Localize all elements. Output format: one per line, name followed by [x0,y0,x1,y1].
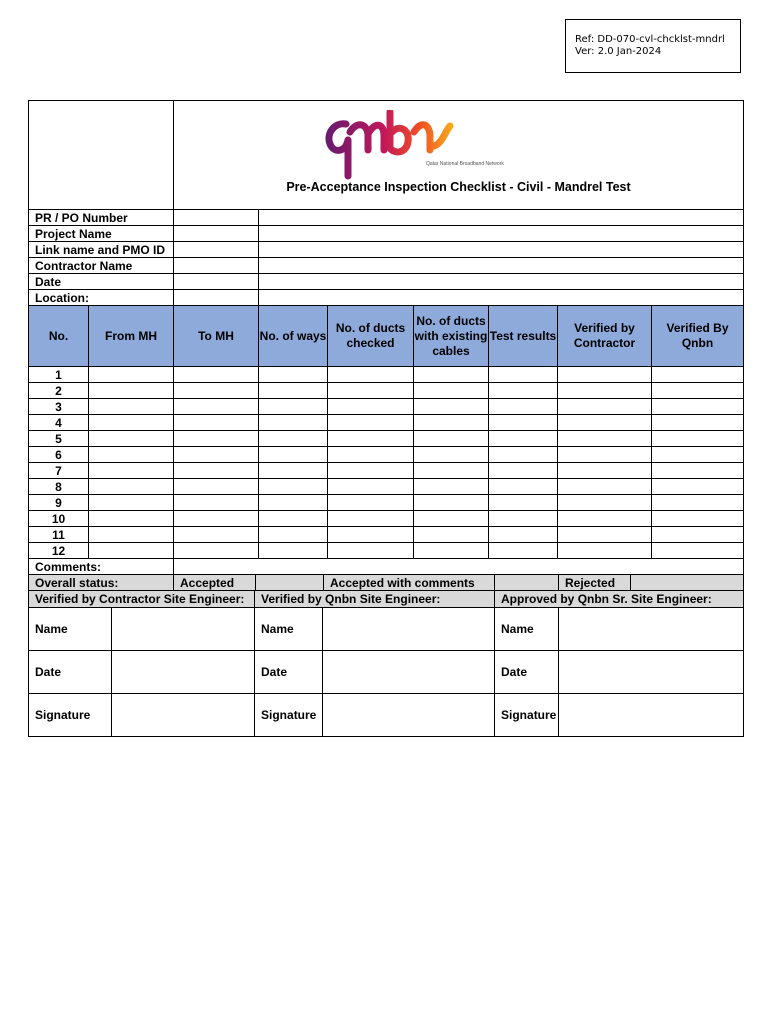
data-cell[interactable] [414,367,489,383]
signature-label: Signature [255,694,323,737]
overall-status-label: Overall status: [29,575,174,591]
row-number: 12 [29,543,89,559]
table-row [29,463,744,479]
data-cell[interactable] [489,383,558,399]
data-cell[interactable] [328,511,414,527]
data-cell[interactable] [489,543,558,559]
qnbn-engineer-heading: Verified by Qnbn Site Engineer: [255,591,495,608]
row-number: 2 [29,383,89,399]
data-cell[interactable] [652,399,744,415]
comments-field[interactable] [174,559,744,575]
data-cell[interactable] [489,511,558,527]
row-number: 5 [29,431,89,447]
rejected-label: Rejected [559,575,631,591]
data-cell[interactable] [652,447,744,463]
signature-table [28,590,744,737]
data-cell[interactable] [259,431,328,447]
info-value-cell[interactable] [259,290,744,306]
checklist-table [28,100,744,575]
data-cell[interactable] [174,543,259,559]
table-row [29,383,744,399]
data-cell[interactable] [328,431,414,447]
col-header-from-mh: From MH [89,306,174,367]
data-cell[interactable] [558,383,652,399]
status-row [29,575,744,591]
row-number: 11 [29,527,89,543]
logo-tagline: Qatar National Broadband Network [426,160,504,167]
col-header-ways: No. of ways [259,306,328,367]
info-short-cell[interactable] [174,258,259,274]
qnbn-logo [320,110,454,180]
data-cell[interactable] [259,495,328,511]
data-cell[interactable] [259,399,328,415]
data-cell[interactable] [89,447,174,463]
comments-label: Comments: [29,559,174,575]
checklist-form [28,100,743,737]
data-cell[interactable] [89,399,174,415]
data-cell[interactable] [174,495,259,511]
col-header-no: No. [29,306,89,367]
comments-row [29,559,744,575]
data-cell[interactable] [489,367,558,383]
contractor-signature-field[interactable] [112,694,255,737]
verification-row [29,591,744,608]
sign-row-date [29,651,744,694]
name-label: Name [255,608,323,651]
data-cell[interactable] [174,367,259,383]
name-label: Name [29,608,112,651]
row-number: 7 [29,463,89,479]
ref-number: Ref: DD-070-cvl-chcklst-mndrl [575,34,725,45]
data-cell[interactable] [652,495,744,511]
data-cell[interactable] [652,431,744,447]
table-row [29,495,744,511]
info-short-cell[interactable] [174,242,259,258]
row-number: 1 [29,367,89,383]
info-short-cell[interactable] [174,290,259,306]
data-cell[interactable] [414,495,489,511]
data-cell[interactable] [328,527,414,543]
table-row [29,543,744,559]
data-cell[interactable] [328,495,414,511]
data-cell[interactable] [558,431,652,447]
data-cell[interactable] [652,463,744,479]
data-cell[interactable] [259,367,328,383]
info-label: Contractor Name [29,258,174,274]
info-row-project [29,226,744,242]
data-cell[interactable] [652,527,744,543]
signature-label: Signature [495,694,559,737]
col-header-verified-contractor: Verified by Contractor [558,306,652,367]
info-short-cell[interactable] [174,226,259,242]
data-cell[interactable] [414,527,489,543]
data-cell[interactable] [259,543,328,559]
data-cell[interactable] [259,511,328,527]
data-cell[interactable] [328,415,414,431]
col-header-ducts-checked: No. of ducts checked [328,306,414,367]
rejected-checkbox[interactable] [631,575,744,591]
data-cell[interactable] [414,383,489,399]
data-cell[interactable] [414,431,489,447]
data-cell[interactable] [414,543,489,559]
table-row [29,415,744,431]
row-number: 4 [29,415,89,431]
table-row [29,367,744,383]
info-value-cell[interactable] [259,258,744,274]
data-cell[interactable] [89,495,174,511]
col-header-test-results: Test results [489,306,558,367]
data-cell[interactable] [558,399,652,415]
data-cell[interactable] [489,479,558,495]
data-cell[interactable] [328,383,414,399]
data-cell[interactable] [174,383,259,399]
data-cell[interactable] [174,431,259,447]
data-cell[interactable] [558,479,652,495]
data-cell[interactable] [414,399,489,415]
data-cell[interactable] [558,463,652,479]
col-header-to-mh: To MH [174,306,259,367]
contractor-date-field[interactable] [112,651,255,694]
accepted-checkbox[interactable] [256,575,324,591]
data-cell[interactable] [328,543,414,559]
data-cell[interactable] [259,527,328,543]
qnbn-date-field[interactable] [323,651,495,694]
col-header-ducts-existing: No. of ducts with existing cables [414,306,489,367]
data-cell[interactable] [174,511,259,527]
sign-row-signature [29,694,744,737]
data-cell[interactable] [89,479,174,495]
accepted-with-comments-label: Accepted with comments [324,575,495,591]
version: Ver: 2.0 Jan-2024 [575,46,662,57]
data-cell[interactable] [652,511,744,527]
contractor-engineer-heading: Verified by Contractor Site Engineer: [29,591,255,608]
data-cell[interactable] [259,479,328,495]
table-row [29,431,744,447]
data-cell[interactable] [652,543,744,559]
sr-engineer-heading: Approved by Qnbn Sr. Site Engineer: [495,591,744,608]
document-title: Pre-Acceptance Inspection Checklist - Civil - Mandrel Test [286,179,631,194]
data-cell[interactable] [259,415,328,431]
data-cell[interactable] [489,447,558,463]
table-row [29,527,744,543]
data-cell[interactable] [174,463,259,479]
signature-label: Signature [29,694,112,737]
info-value-cell[interactable] [259,226,744,242]
info-label: Link name and PMO ID [29,242,174,258]
sr-name-field[interactable] [559,608,744,651]
sign-row-name [29,608,744,651]
data-cell[interactable] [489,463,558,479]
data-cell[interactable] [328,367,414,383]
data-cell[interactable] [174,479,259,495]
contractor-name-field[interactable] [112,608,255,651]
data-cell[interactable] [89,527,174,543]
data-cell[interactable] [328,399,414,415]
name-label: Name [495,608,559,651]
data-cell[interactable] [259,463,328,479]
status-table [28,574,744,591]
data-cell[interactable] [414,447,489,463]
data-cell[interactable] [489,415,558,431]
accepted-with-comments-checkbox[interactable] [495,575,559,591]
data-cell[interactable] [558,415,652,431]
info-value-cell[interactable] [259,242,744,258]
row-number: 6 [29,447,89,463]
data-cell[interactable] [89,511,174,527]
reference-box [565,19,741,73]
data-cell[interactable] [89,367,174,383]
data-cell[interactable] [259,383,328,399]
info-row-link [29,242,744,258]
row-number: 10 [29,511,89,527]
info-label: PR / PO Number [29,210,174,226]
table-row [29,511,744,527]
info-label: Project Name [29,226,174,242]
data-cell[interactable] [328,447,414,463]
data-cell[interactable] [174,447,259,463]
info-label: Location: [29,290,174,306]
table-row [29,447,744,463]
data-cell[interactable] [489,495,558,511]
table-header-row [29,306,744,367]
data-cell[interactable] [558,447,652,463]
info-row-pr-po [29,210,744,226]
table-row [29,479,744,495]
info-short-cell[interactable] [174,274,259,290]
info-value-cell[interactable] [259,210,744,226]
data-cell[interactable] [174,415,259,431]
data-cell[interactable] [328,479,414,495]
data-cell[interactable] [652,367,744,383]
data-cell[interactable] [89,543,174,559]
data-cell[interactable] [89,463,174,479]
sr-date-field[interactable] [559,651,744,694]
data-cell[interactable] [414,463,489,479]
data-cell[interactable] [89,415,174,431]
date-label: Date [255,651,323,694]
data-cell[interactable] [414,479,489,495]
table-row [29,399,744,415]
qnbn-signature-field[interactable] [323,694,495,737]
data-cell[interactable] [558,495,652,511]
data-cell[interactable] [652,383,744,399]
sr-signature-field[interactable] [559,694,744,737]
data-cell[interactable] [174,527,259,543]
qnbn-name-field[interactable] [323,608,495,651]
data-cell[interactable] [89,431,174,447]
data-cell[interactable] [328,463,414,479]
info-row-contractor [29,258,744,274]
data-cell[interactable] [652,415,744,431]
date-label: Date [495,651,559,694]
data-cell[interactable] [489,431,558,447]
data-cell[interactable] [558,511,652,527]
data-cell[interactable] [489,527,558,543]
row-number: 9 [29,495,89,511]
data-cell[interactable] [174,399,259,415]
data-cell[interactable] [414,415,489,431]
date-label: Date [29,651,112,694]
info-short-cell[interactable] [174,210,259,226]
info-value-cell[interactable] [259,274,744,290]
col-header-verified-qnbn: Verified By Qnbn [652,306,744,367]
info-row-location [29,290,744,306]
data-cell[interactable] [558,543,652,559]
data-cell[interactable] [558,527,652,543]
row-number: 8 [29,479,89,495]
data-cell[interactable] [558,367,652,383]
row-number: 3 [29,399,89,415]
data-cell[interactable] [259,447,328,463]
logo-row [29,101,744,210]
data-cell[interactable] [652,479,744,495]
info-label: Date [29,274,174,290]
info-row-date [29,274,744,290]
data-cell[interactable] [414,511,489,527]
data-cell[interactable] [489,399,558,415]
accepted-label: Accepted [174,575,256,591]
data-cell[interactable] [89,383,174,399]
